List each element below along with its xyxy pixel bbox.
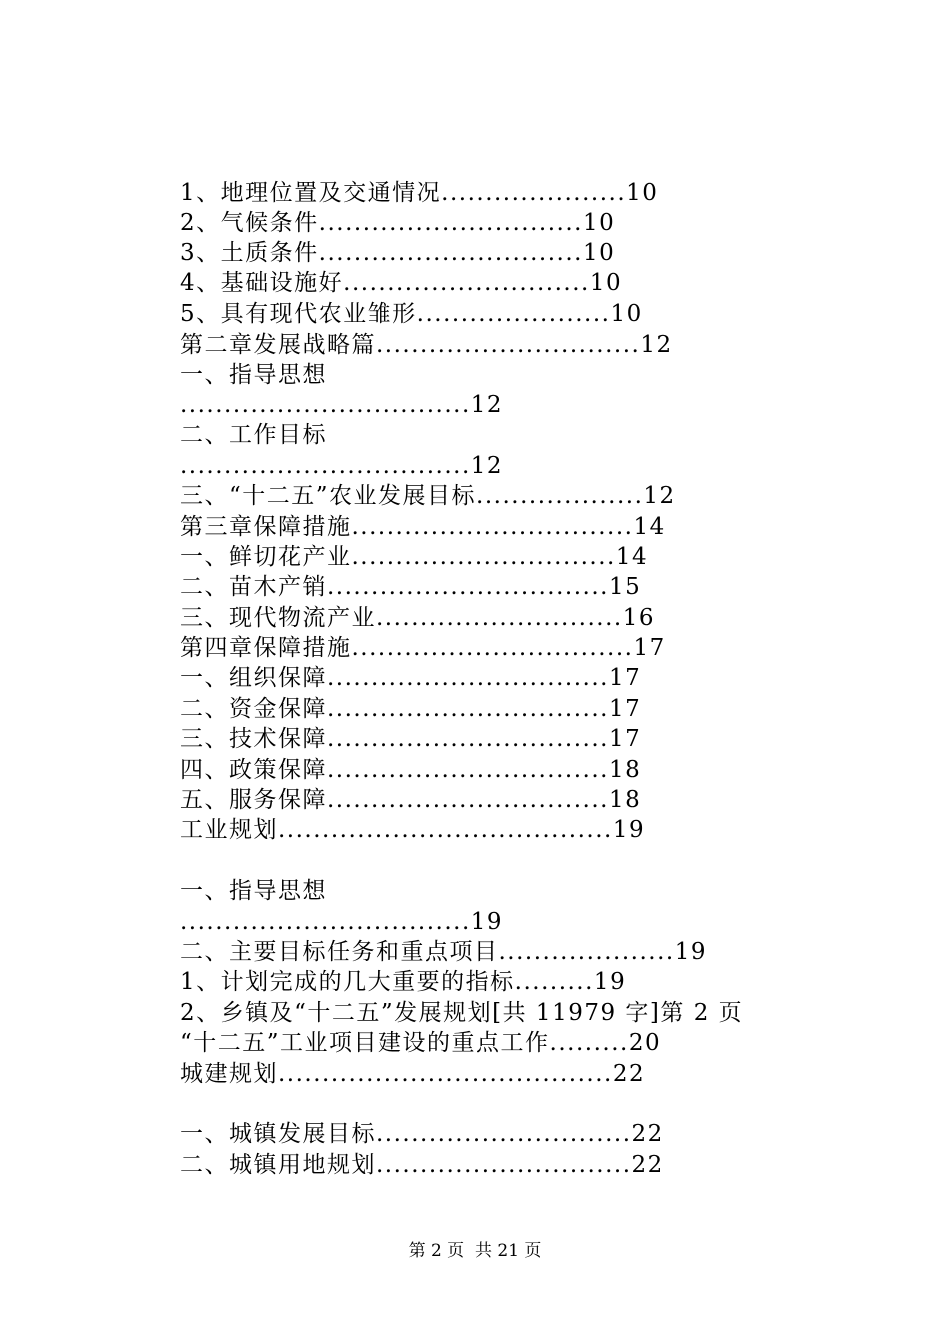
toc-line: 二、资金保障................................17 — [180, 696, 642, 722]
toc-line: 一、鲜切花产业..............................14 — [180, 544, 649, 570]
toc-line: 二、苗木产销................................15 — [180, 574, 642, 600]
toc-line: 五、服务保障................................18 — [180, 787, 642, 813]
toc-line: 二、主要目标任务和重点项目....................19 — [180, 939, 707, 965]
page-footer: 第 2 页 共 21 页 — [408, 1241, 542, 1261]
toc-line: 工业规划......................................19 — [180, 817, 646, 843]
toc-line: 第二章发展战略篇..............................12 — [180, 332, 673, 358]
toc-line: 1、计划完成的几大重要的指标.........19 — [180, 969, 627, 995]
toc-line: 三、“十二五”农业发展目标...................12 — [180, 483, 676, 509]
toc-line: 第三章保障措施................................14 — [180, 514, 666, 540]
toc-line: 一、指导思想 — [180, 878, 327, 904]
toc-line: 一、城镇发展目标.............................22 — [180, 1121, 664, 1147]
toc-line: .................................12 — [180, 392, 504, 418]
toc-line: 4、基础设施好............................10 — [180, 270, 623, 296]
toc-line: 四、政策保障................................18 — [180, 757, 642, 783]
toc-line: 一、指导思想 — [180, 362, 327, 388]
toc-line: 1、地理位置及交通情况.....................10 — [180, 180, 659, 206]
toc-line: .................................12 — [180, 453, 504, 479]
toc-line: 三、现代物流产业............................16 — [180, 605, 655, 631]
toc-line: 2、乡镇及“十二五”发展规划[共 11979 字]第 2 页 — [180, 1000, 744, 1026]
toc-line: 2、气候条件..............................10 — [180, 210, 616, 236]
toc-line: 城建规划......................................22 — [180, 1061, 646, 1087]
toc-line: 一、组织保障................................17 — [180, 665, 642, 691]
toc-line: 第四章保障措施................................17 — [180, 635, 666, 661]
toc-line: 5、具有现代农业雏形......................10 — [180, 301, 643, 327]
toc-line: “十二五”工业项目建设的重点工作.........20 — [180, 1030, 662, 1056]
toc-line: .................................19 — [180, 909, 504, 935]
toc-line: 二、工作目标 — [180, 422, 327, 448]
toc-line: 3、土质条件..............................10 — [180, 240, 616, 266]
toc-line: 三、技术保障................................17 — [180, 726, 642, 752]
toc-line: 二、城镇用地规划.............................22 — [180, 1152, 664, 1178]
